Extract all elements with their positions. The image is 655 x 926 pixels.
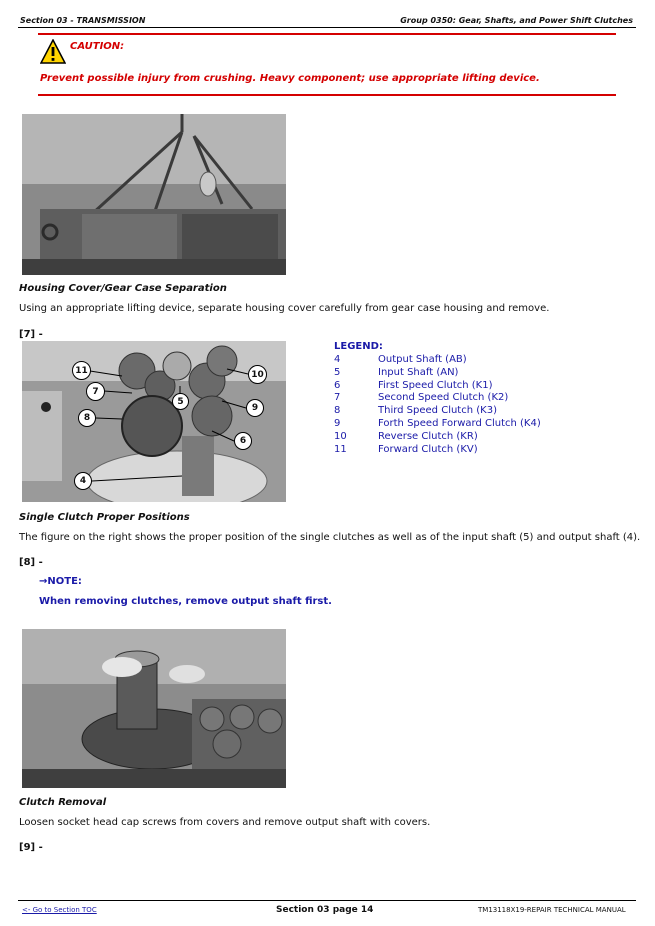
step2-text: The figure on the right shows the proper position of the single clutches as well as of the input shaft (5) and output shaft (4).: [19, 532, 641, 543]
legend-num: 4: [334, 354, 341, 365]
legend-num: 8: [334, 405, 341, 417]
caution-title: CAUTION:: [70, 41, 125, 52]
step3-heading: Clutch Removal: [19, 797, 107, 808]
callout-9: 9: [246, 399, 264, 417]
legend-item: [334, 405, 541, 418]
legend-list: [334, 354, 541, 456]
footer-divider: [18, 900, 636, 901]
header-divider: [18, 27, 636, 28]
legend-num: 10: [334, 430, 347, 442]
legend-item: [334, 431, 541, 444]
legend-label: Second Speed Clutch (K2): [378, 392, 509, 404]
legend-label: Third Speed Clutch (K3): [378, 405, 497, 417]
step-marker-9: [9] -: [19, 842, 43, 853]
legend-label: Output Shaft (AB): [378, 354, 467, 365]
manual-title: TM13118X19-REPAIR TECHNICAL MANUAL: [478, 906, 626, 914]
caution-bottom-rule: [38, 94, 616, 96]
step-marker-7: [7] -: [19, 329, 43, 340]
legend-label: Forward Clutch (KV): [378, 443, 478, 455]
clutch-removal-photo: [22, 629, 286, 788]
step1-heading: Housing Cover/Gear Case Separation: [19, 283, 227, 294]
callout-11: 11: [72, 361, 91, 380]
legend-item: [334, 418, 541, 431]
callout-7: 7: [86, 382, 105, 401]
callout-6: 6: [234, 432, 252, 450]
housing-lifting-photo: [22, 114, 286, 275]
legend-label: Reverse Clutch (KR): [378, 430, 478, 442]
legend-num: 6: [334, 379, 341, 391]
legend-title: LEGEND:: [334, 341, 383, 352]
legend-label: Forth Speed Forward Clutch (K4): [378, 417, 541, 429]
legend-num: 9: [334, 417, 341, 429]
legend-num: 5: [334, 366, 341, 378]
legend-item: [334, 354, 541, 367]
caution-text: Prevent possible injury from crushing. Heavy component; use appropriate lifting device.: [40, 73, 540, 84]
warning-triangle-icon: [40, 39, 66, 64]
step3-text: Loosen socket head cap screws from covers and remove output shaft with covers.: [19, 817, 431, 828]
clutch-callouts: [22, 341, 286, 502]
note-title: →NOTE:: [39, 576, 82, 587]
caution-top-rule: [38, 33, 616, 35]
legend-item: [334, 444, 541, 457]
legend-num: 7: [334, 392, 341, 404]
legend-label: First Speed Clutch (K1): [378, 379, 493, 391]
page-number: Section 03 page 14: [276, 905, 374, 915]
step-marker-8: [8] -: [19, 557, 43, 568]
section-toc-link[interactable]: <- Go to Section TOC: [22, 906, 97, 914]
legend-label: Input Shaft (AN): [378, 366, 459, 378]
callout-10: 10: [248, 365, 267, 384]
callout-4: 4: [74, 472, 92, 490]
legend-item: [334, 392, 541, 405]
callout-8: 8: [78, 409, 96, 427]
legend-num: 11: [334, 443, 347, 455]
step1-text: Using an appropriate lifting device, separate housing cover carefully from gear case housing and remove.: [19, 303, 550, 314]
step2-heading: Single Clutch Proper Positions: [19, 512, 190, 523]
legend-item: [334, 380, 541, 393]
callout-5: 5: [172, 393, 189, 410]
note-text: When removing clutches, remove output shaft first.: [39, 596, 332, 607]
header-section: Section 03 - TRANSMISSION: [20, 16, 146, 25]
header-group: Group 0350: Gear, Shafts, and Power Shift Clutches: [400, 16, 633, 25]
legend-item: [334, 367, 541, 380]
